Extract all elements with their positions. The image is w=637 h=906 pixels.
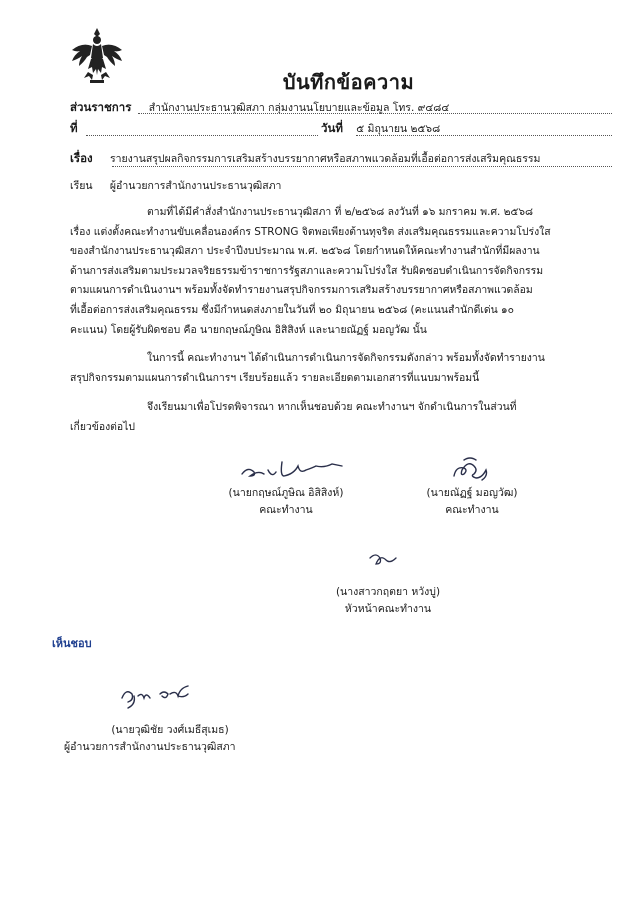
para1-line: ตามที่ได้มีคำสั่งสำนักงานประธานวุฒิสภา ที่ ๒/๒๕๖๘ ลงวันที่ ๑๖ มกราคม พ.ศ. ๒๕๖๘ bbox=[147, 206, 533, 218]
signature-1-icon bbox=[240, 458, 352, 484]
body-paragraph-3 bbox=[70, 398, 588, 437]
date-value: ๕ มิถุนายน ๒๕๖๘ bbox=[356, 123, 441, 135]
agency-dotline bbox=[138, 113, 612, 114]
para1-line: ของสำนักงานประธานวุฒิสภา ประจำปีงบประมาณ พ.ศ. ๒๕๖๘ โดยกำหนดให้คณะทำงานสำนักที่มีผลงาน bbox=[70, 245, 540, 258]
para2-line: สรุปกิจกรรมตามแผนการดำเนินการฯ เรียบร้อยแล้ว รายละเอียดตามเอกสารที่แนบมาพร้อมนี้ bbox=[70, 371, 480, 384]
para2-line: ในการนี้ คณะทำงานฯ ได้ดำเนินการดำเนินการจัดกิจกรรมดังกล่าว พร้อมทั้งจัดทำรายงาน bbox=[147, 352, 545, 364]
signer-3-role: หัวหน้าคณะทำงาน bbox=[344, 603, 432, 615]
agency-label: ส่วนราชการ bbox=[70, 100, 132, 114]
para1-line: ตามแผนการดำเนินงานฯ พร้อมทั้งจัดทำรายงานสรุปกิจกรรมการเสริมสร้างบรรยากาศหรือสภาพแวดล้อม bbox=[70, 284, 533, 297]
approval-note: เห็นชอบ bbox=[52, 637, 92, 650]
signer-2-role: คณะทำงาน bbox=[445, 504, 499, 516]
para1-line: ที่เอื้อต่อการส่งเสริมคุณธรรม ซึ่งมีกำหนดส่งภายในวันที่ ๒๐ มิถุนายน ๒๕๖๘ (คะแนนสำนักดีเด่น ๑๐ bbox=[70, 303, 514, 316]
para3-line: จึงเรียนมาเพื่อโปรดพิจารณา หากเห็นชอบด้วย คณะทำงานฯ จักดำเนินการในส่วนที่ bbox=[147, 401, 517, 413]
date-label: วันที่ bbox=[321, 121, 343, 135]
ref-row bbox=[70, 120, 78, 138]
signer-3-name: (นางสาวกฤตยา หวังบู่) bbox=[335, 586, 441, 598]
subject-dotline bbox=[112, 166, 612, 167]
signature-4-icon bbox=[118, 684, 210, 710]
para3-line: เกี่ยวข้องต่อไป bbox=[70, 420, 135, 433]
body-paragraph-2 bbox=[70, 349, 588, 388]
agency-row bbox=[70, 99, 449, 117]
para1-line: ด้านการส่งเสริมตามประมวลจริยธรรมข้าราชการรัฐสภาและความโปร่งใส รับผิดชอบดำเนินการจัดกิจกรรม bbox=[70, 264, 544, 277]
signature-3-icon bbox=[366, 550, 402, 570]
agency-value: สำนักงานประธานวุฒิสภา กลุ่มงานนโยบายและข้อมูล โทร. ๙๔๘๔ bbox=[148, 102, 450, 114]
to-label: เรียน bbox=[70, 180, 93, 192]
signature-block-3 bbox=[318, 584, 458, 618]
signature-2-icon bbox=[448, 456, 496, 486]
ref-label: ที่ bbox=[70, 121, 78, 135]
para1-line: เรื่อง แต่งตั้งคณะทำงานขับเคลื่อนองค์กร STRONG จิตพอเพียงต้านทุจริต ส่งเสริมคุณธรรมและความโปร่งใส bbox=[70, 225, 551, 238]
para1-line: คะแนน) โดยผู้รับผิดชอบ คือ นายกฤษณ์ภูษิณ อิสิสิงห์ และนายณัฏฐ์ มอญวัฒ นั้น bbox=[70, 323, 427, 336]
document-title: บันทึกข้อความ bbox=[282, 70, 415, 94]
signer-4-role: ผู้อำนวยการสำนักงานประธานวุฒิสภา bbox=[64, 741, 236, 753]
ref-dotline bbox=[86, 135, 318, 136]
to-row bbox=[70, 177, 281, 194]
signer-1-name: (นายกฤษณ์ภูษิณ อิสิสิงห์) bbox=[228, 487, 344, 499]
signature-block-1 bbox=[196, 485, 376, 519]
body-paragraph-1 bbox=[70, 203, 588, 340]
subject-label: เรื่อง bbox=[70, 151, 93, 165]
signer-2-name: (นายณัฏฐ์ มอญวัฒ) bbox=[426, 487, 518, 499]
signer-1-role: คณะทำงาน bbox=[259, 504, 313, 516]
date-dotline bbox=[356, 135, 612, 136]
signature-block-2 bbox=[392, 485, 552, 519]
signer-4-name: (นายวุฒิชัย วงศ์เมธีสุเมธ) bbox=[111, 724, 229, 736]
signature-block-4 bbox=[64, 722, 270, 756]
subject-value: รายงานสรุปผลกิจกรรมการเสริมสร้างบรรยากาศหรือสภาพแวดล้อมที่เอื้อต่อการส่งเสริมคุณธรรม bbox=[109, 153, 541, 165]
to-value: ผู้อำนวยการสำนักงานประธานวุฒิสภา bbox=[109, 180, 282, 192]
